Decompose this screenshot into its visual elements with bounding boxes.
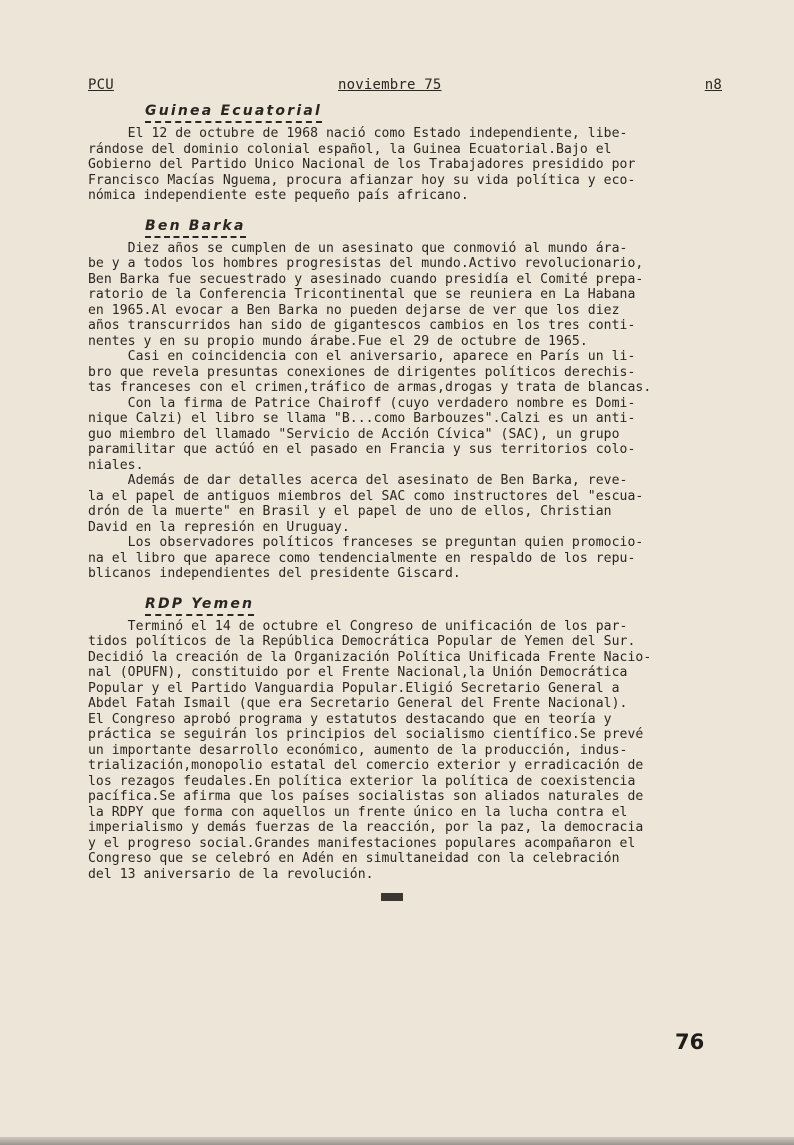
paragraph: Con la firma de Patrice Chairoff (cuyo verdadero nombre es Domi- nique Calzi) el libro se llama "B...como Barbouzes".Calzi es un anti- guo miembro del llamado "Servicio de Acción Cívica" (SAC), un grupo paramilitar que actúó en el pasado en Francia y sus territorios colo- niales.: [88, 395, 636, 473]
section-ben-barka: [88, 204, 752, 582]
section-separator: [381, 893, 403, 901]
section-title: RDP Yemen: [145, 596, 254, 616]
page-number: 76: [675, 1030, 705, 1054]
paragraph: Los observadores políticos franceses se preguntan quien promocio- na el libro que aparece como tendencialmente en respaldo de los repu- blicanos independientes del presidente Giscard.: [88, 535, 644, 581]
article-body: [88, 100, 752, 882]
page-header: [88, 77, 722, 95]
section-title: Guinea Ecuatorial: [145, 103, 322, 123]
issue-number: n8: [704, 77, 722, 93]
paragraph: Terminó el 14 de octubre el Congreso de unificación de los par- tidos políticos de la República Democrática Popular de Yemen del Sur. Decidió la creación de la Organización Política Unificada Frente Nacio- nal (OPUFN), constituido por el Frente Nacional,la Unión Democrática Popular y el Partido Vanguardia Popular.Eligió Secretario General a Abdel Fatah Ismail (que era Secretario General del Frente Nacional). El Congreso aprobó programa y estatutos destacando que en teoría y práctica se seguirán los principios del socialismo científico.Se prevé un importante desarrollo económico, aumento de la producción, indus- trialización,monopolio estatal del comercio exterior y erradicación de los rezagos feudales.En política exterior la política de coexistencia pacífica.Se afirma que los países socialistas son aliados naturales de la RDPY que forma con aquellos un frente único en la lucha contra el imperialismo y demás fuerzas de la reacción, por la paz, la democracia y el progreso social.Grandes manifestaciones populares acompañaron el Congreso que se celebró en Adén en simultaneidad con la celebración del 13 aniversario de la revolución.: [88, 618, 652, 882]
page-edge: [0, 1137, 794, 1145]
publication-name: PCU: [88, 77, 114, 93]
section-title: Ben Barka: [145, 218, 246, 238]
paragraph: El 12 de octubre de 1968 nació como Estado independiente, libe- rándose del dominio colonial español, la Guinea Ecuatorial.Bajo el Gobierno del Partido Unico Nacional de los Trabajadores presidido por Francisco Macías Nguema, procura afianzar hoy su vida política y eco- nómica independiente este pequeño país africano.: [88, 126, 636, 203]
section-rdp-yemen: [88, 582, 752, 883]
paragraph: Casi en coincidencia con el aniversario, aparece en París un li- bro que revela presuntas conexiones de dirigentes políticos derechis- tas franceses con el crimen,tráfico de armas,drogas y trata de blancas.: [88, 349, 652, 395]
section-guinea-ecuatorial: [88, 100, 752, 204]
paragraph: Diez años se cumplen de un asesinato que conmovió al mundo ára- be y a todos los hombres progresistas del mundo.Activo revolucionario, Ben Barka fue secuestrado y asesinado cuando presidía el Comité prepa- ratorio de la Conferencia Tricontinental que se reuniera en La Habana en 1965.Al evocar a Ben Barka no pueden dejarse de ver que los diez años transcurridos han sido de gigantescos cambios en los tres conti- nentes y en su propio mundo árabe.Fue el 29 de octubre de 1965.: [88, 240, 644, 349]
paragraph: Además de dar detalles acerca del asesinato de Ben Barka, reve- la el papel de antiguos miembros del SAC como instructores del "escua- drón de la muerte" en Brasil y el papel de uno de ellos, Christian David en la represión en Uruguay.: [88, 473, 644, 535]
issue-date: noviembre 75: [338, 77, 442, 93]
